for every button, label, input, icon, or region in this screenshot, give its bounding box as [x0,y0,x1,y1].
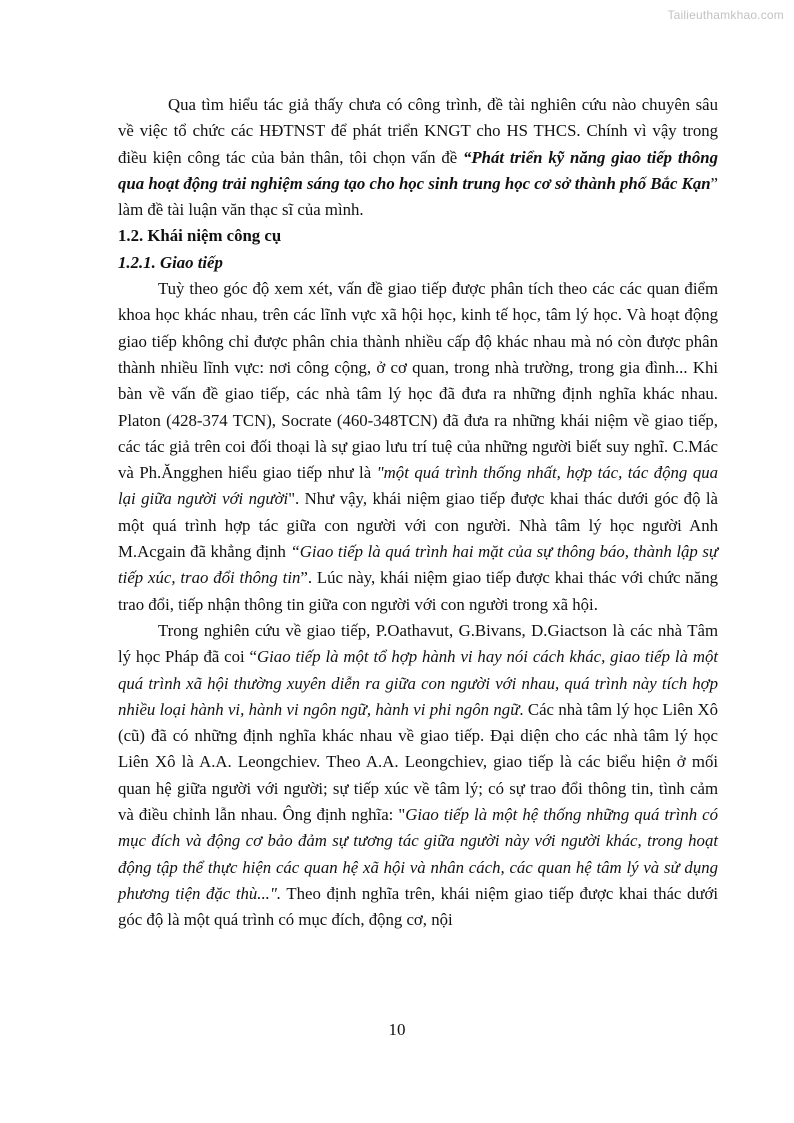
watermark: Tailieuthamkhao.com [667,8,784,22]
p1-text-1: Tuỳ theo góc độ xem xét, vấn đề giao tiếp được phân tích theo các các quan điểm khoa học khác nhau, trên các lĩnh vực xã hội học, kinh tế học, tâm lý học. Và hoạt động giao tiếp không chỉ được phân chia thành nhiều cấp độ khác nhau mà nó còn được phân thành nhiều lĩnh vực: nơi công cộng, ở cơ quan, trong nhà trường, trong gia đình... Khi bàn về vấn đề giao tiếp, các nhà tâm lý học đã đưa ra những định nghĩa khác nhau. Platon (428-374 TCN), Socrate (460-348TCN) đã đưa ra những khái niệm về giao tiếp, các tác giả trên coi đối thoại là sự giao lưu trí tuệ của những người biết suy nghĩ. C.Mác và Ph.Ăngghen hiểu giao tiếp như là [118,279,718,483]
p2-text-2: . Các nhà tâm lý học Liên Xô (cũ) đã có những định nghĩa khác nhau về giao tiếp. Đại diện cho các nhà tâm lý học Liên Xô là A.A. Leongchiev. Theo A.A. Leongchiev, giao tiếp là các biểu hiện ở mối quan hệ giữa người với người; sự tiếp xúc về tâm lý; có sự trao đổi thông tin, tình cảm và điều chỉnh lẫn nhau. Ông định nghĩa: " [118,699,718,825]
p1-text-2: ". Như vậy, khái niệm giao tiếp được khai thác dưới góc độ là một quá trình hợp tác giữa con người với con người. Nhà tâm lý học người Anh M.Acgain đã khẳng định [118,489,718,562]
p2-quote-1: Giao tiếp là một tổ hợp hành vi hay nói cách khác, giao tiếp là một quá trình xã hội thường xuyên diễn ra giữa con người với nhau, quá trình này tích hợp nhiều loại hành vi, hành vi ngôn ngữ, hành vi phi ngôn ngữ [118,647,718,719]
p2-text-1: Trong nghiên cứu về giao tiếp, P.Oathavut, G.Bivans, D.Giactson là các nhà Tâm lý học Pháp đã coi “ [118,620,718,667]
paragraph-1 [118,276,718,618]
p1-quote-2: “Giao tiếp là quá trình hai mặt của sự thông báo, thành lập sự tiếp xúc, trao đổi thông tin [118,542,719,588]
p1-quote-1: "một quá trình thống nhất, hợp tác, tác động qua lại giữa người với người [118,463,718,509]
thesis-title: “Phát triển kỹ năng giao tiếp thông qua hoạt động trải nghiệm sáng tạo cho học sinh trung học cơ sở thành phố Bắc Kạn [118,147,719,193]
page-number: 10 [388,1020,406,1039]
subsection-heading: 1.2.1. Giao tiếp [118,252,223,272]
p1-text-3: ”. Lúc này, khái niệm giao tiếp được khai thác với chức năng trao đổi, tiếp nhận thông tin giữa con người với con người trong xã hội. [118,568,718,614]
paragraph-2 [118,618,718,934]
p2-quote-2: Giao tiếp là một hệ thống những quá trình có mục đích và động cơ bảo đảm sự tương tác giữa người này với người khác, trong hoạt động tập thể thực hiện các quan hệ xã hội và nhân cách, các quan hệ tâm lý và sử dụng phương tiện đặc thù...". [118,805,718,903]
document-body [118,92,718,934]
p2-text-3: Theo định nghĩa trên, khái niệm giao tiếp được khai thác dưới góc độ là một quá trình có mục đích, động cơ, nội [118,883,718,930]
intro-text-1: Qua tìm hiểu tác giả thấy chưa có công trình, đề tài nghiên cứu nào chuyên sâu về việc tổ chức các HĐTNST để phát triển KNGT cho HS THCS. Chính vì vậy trong điều kiện công tác của bản thân, tôi chọn vấn đề [118,95,718,167]
section-heading: 1.2. Khái niệm công cụ [118,226,282,246]
intro-text-2: ” làm đề tài luận văn thạc sĩ của mình. [118,173,718,220]
intro-paragraph [118,92,718,223]
